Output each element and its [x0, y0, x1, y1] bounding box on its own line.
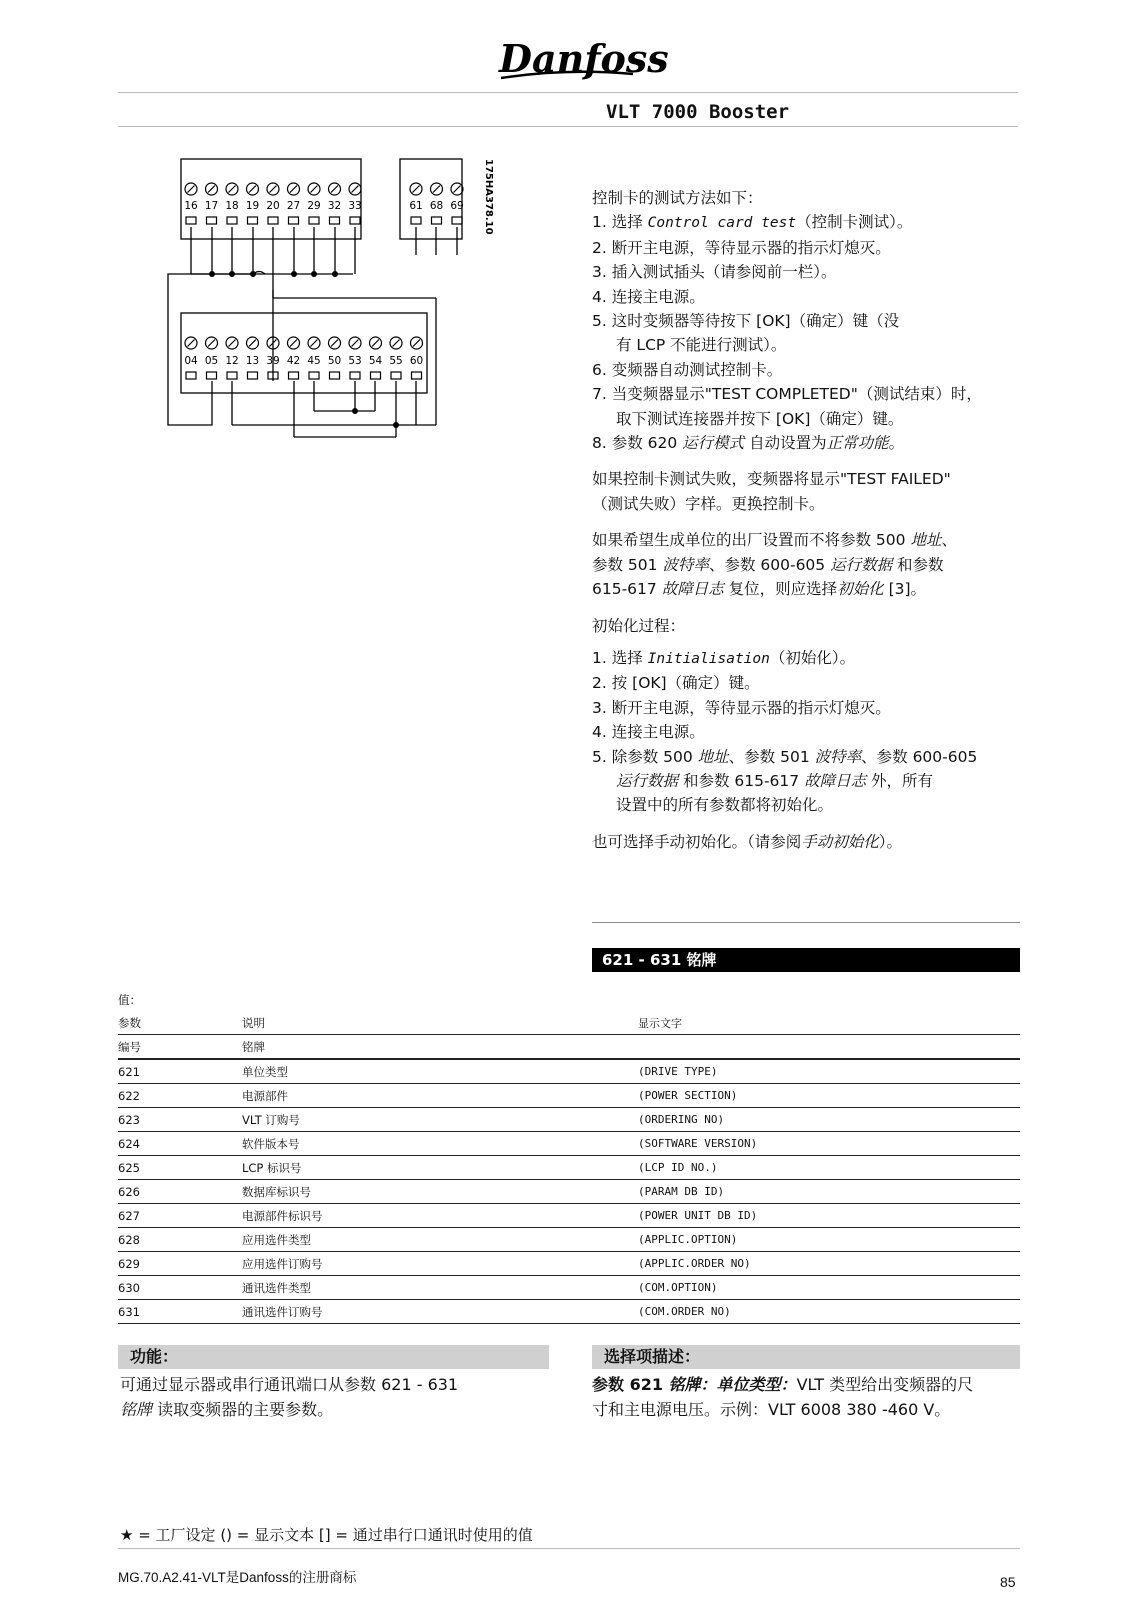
- diagram-label: 175HA378.10: [483, 159, 494, 235]
- test-plug-wiring-diagram: [160, 155, 494, 455]
- terminal-label: 33: [348, 200, 362, 212]
- terminal-label: 39: [266, 355, 280, 367]
- init-step-5: 5. 除参数 500 地址、参数 501 波特率、参数 600-605: [592, 747, 978, 766]
- param-description: 单位类型: [242, 1059, 638, 1084]
- function-line-1: 可通过显示器或串行通讯端口从参数 621 - 631: [120, 1375, 459, 1394]
- param-number: 628: [118, 1228, 242, 1252]
- display-text: (LCP ID NO.): [638, 1156, 1020, 1180]
- junction-dots: [209, 271, 399, 428]
- terminal-label: 68: [429, 200, 444, 212]
- param-description: LCP 标识号: [242, 1156, 638, 1180]
- param-number: 621: [118, 1059, 242, 1084]
- table-row: [118, 1108, 1020, 1132]
- page-number: 85: [1000, 1574, 1016, 1590]
- table-header: 说明: [242, 1011, 638, 1035]
- table-row: [118, 1204, 1020, 1228]
- terminal-clamp: [248, 372, 258, 379]
- param-number: 623: [118, 1108, 242, 1132]
- display-text: (POWER UNIT DB ID): [638, 1204, 1020, 1228]
- display-text: (COM.OPTION): [638, 1276, 1020, 1300]
- failure-line-1: 如果控制卡测试失败，变频器将显示"TEST FAILED": [592, 470, 951, 489]
- terminal-label: 20: [266, 200, 280, 212]
- factory-line-3: 615-617 故障日志 复位，则应选择初始化 [3]。: [592, 580, 927, 599]
- table-row: [118, 1156, 1020, 1180]
- terminal-label: 04: [184, 355, 198, 367]
- document-title: VLT 7000 Booster: [606, 101, 790, 123]
- table-row: [118, 1252, 1020, 1276]
- terminal-clamp: [309, 217, 319, 224]
- terminal-clamp: [289, 372, 299, 379]
- options-header: 选择项描述：: [592, 1345, 1020, 1369]
- table-row: [118, 1228, 1020, 1252]
- param-description: 应用选件订购号: [242, 1252, 638, 1276]
- test-step-8: 8. 参数 620 运行模式 自动设置为正常功能。: [592, 434, 905, 453]
- display-text: (APPLIC.ORDER NO): [638, 1252, 1020, 1276]
- failure-line-2: （测试失败）字样。更换控制卡。: [592, 494, 825, 513]
- param-description: 数据库标识号: [242, 1180, 638, 1204]
- footer-rule: [118, 1548, 1020, 1549]
- value-label: 值：: [118, 992, 141, 1007]
- table-header: 参数: [118, 1011, 242, 1035]
- terminal-label: 50: [327, 355, 342, 367]
- param-description: 电源部件标识号: [242, 1204, 638, 1228]
- terminal-label: 61: [409, 200, 423, 212]
- display-text: (ORDERING NO): [638, 1108, 1020, 1132]
- param-description: 通讯选件类型: [242, 1276, 638, 1300]
- terminal-label: 32: [327, 200, 342, 212]
- factory-line-1: 如果希望生成单位的出厂设置而不将参数 500 地址、: [592, 531, 957, 550]
- test-step-7: 7. 当变频器显示"TEST COMPLETED"（测试结束）时，: [592, 385, 982, 404]
- table-row: [118, 1276, 1020, 1300]
- options-text: [592, 1372, 1022, 1422]
- terminal-clamp: [227, 372, 237, 379]
- terminal-label: 27: [286, 200, 301, 212]
- test-step-1: 1. 选择 Control card test（控制卡测试）。: [592, 213, 913, 232]
- table-subheader: 编号: [118, 1035, 242, 1060]
- test-step-4: 4. 连接主电源。: [592, 287, 705, 306]
- param-description: 应用选件类型: [242, 1228, 638, 1252]
- param-description: VLT 订购号: [242, 1108, 638, 1132]
- terminal-clamp: [330, 217, 340, 224]
- header-rule-bottom: [118, 126, 1018, 127]
- factory-line-2: 参数 501 波特率、参数 600-605 运行数据 和参数: [592, 555, 944, 574]
- init-step-5-cont: 运行数据 和参数 615-617 故障日志 外，所有: [616, 771, 934, 790]
- terminal-clamp: [350, 217, 360, 224]
- terminal-label: 45: [307, 355, 321, 367]
- terminal-label: 42: [286, 355, 301, 367]
- terminal-label: 53: [348, 355, 362, 367]
- table-row: [118, 1132, 1020, 1156]
- options-line-1: 参数 621 铭牌：单位类型：VLT 类型给出变频器的尺: [592, 1375, 974, 1394]
- terminal-clamp: [268, 217, 278, 224]
- test-step-3: 3. 插入测试插头（请参阅前一栏）。: [592, 263, 837, 282]
- table-row: [118, 1300, 1020, 1324]
- param-number: 626: [118, 1180, 242, 1204]
- init-step-5-cont2: 设置中的所有参数都将初始化。: [616, 796, 834, 815]
- terminal-label: 60: [409, 355, 424, 367]
- section-rule: [592, 922, 1020, 923]
- display-text: (PARAM DB ID): [638, 1180, 1020, 1204]
- init-intro: 初始化过程：: [592, 616, 686, 635]
- table-row: [118, 1059, 1020, 1084]
- param-number: 622: [118, 1084, 242, 1108]
- test-step-2: 2. 断开主电源，等待显示器的指示灯熄灭。: [592, 238, 891, 257]
- terminal-label: 19: [245, 200, 260, 212]
- init-step-2: 2. 按 [OK]（确定）键。: [592, 674, 760, 693]
- terminal-clamp: [350, 372, 360, 379]
- param-description: 软件版本号: [242, 1132, 638, 1156]
- terminal-clamp: [309, 372, 319, 379]
- terminal-clamp: [186, 372, 196, 379]
- init-step-1: 1. 选择 Initialisation（初始化）。: [592, 648, 856, 667]
- init-step-3: 3. 断开主电源，等待显示器的指示灯熄灭。: [592, 698, 891, 717]
- terminal-label: 12: [225, 355, 239, 367]
- terminal-clamp: [227, 217, 237, 224]
- test-intro: 控制卡的测试方法如下：: [592, 189, 763, 207]
- test-step-5-cont: 有 LCP 不能进行测试）。: [616, 336, 787, 355]
- section-title-bar: 621 - 631 铭牌: [592, 948, 1020, 972]
- terminal-clamp: [371, 372, 381, 379]
- nameplate-table: [118, 988, 1020, 1324]
- terminal-block-top-left: [181, 159, 361, 239]
- terminal-clamp: [452, 217, 462, 224]
- svg-text:Danfoss: Danfoss: [499, 36, 669, 81]
- table-row: [118, 1180, 1020, 1204]
- param-number: 625: [118, 1156, 242, 1180]
- param-description: 通讯选件订购号: [242, 1300, 638, 1324]
- terminal-label: 17: [204, 200, 219, 212]
- manual-init-note: 也可选择手动初始化。（请参阅手动初始化）。: [592, 832, 903, 851]
- test-step-6: 6. 变频器自动测试控制卡。: [592, 360, 783, 379]
- param-number: 631: [118, 1300, 242, 1324]
- header-rule-top: [118, 92, 1018, 93]
- footer-doc-id: MG.70.A2.41-VLT是Danfoss的注册商标: [118, 1570, 357, 1585]
- terminal-clamp: [207, 372, 217, 379]
- terminal-clamp: [411, 217, 421, 224]
- terminal-block-bottom: [181, 313, 427, 393]
- terminal-block-top-right: [400, 159, 462, 239]
- terminal-clamp: [330, 372, 340, 379]
- function-header: 功能：: [118, 1345, 549, 1369]
- terminal-label: 69: [450, 200, 464, 212]
- display-text: (APPLIC.OPTION): [638, 1228, 1020, 1252]
- terminal-label: 55: [389, 355, 403, 367]
- table-subheader: 铭牌: [242, 1035, 638, 1060]
- terminal-label: 54: [368, 355, 383, 367]
- param-description: 电源部件: [242, 1084, 638, 1108]
- function-line-2: 铭牌 读取变频器的主要参数。: [120, 1400, 334, 1419]
- display-text: (DRIVE TYPE): [638, 1059, 1020, 1084]
- init-step-4: 4. 连接主电源。: [592, 723, 705, 742]
- main-text: [592, 186, 1022, 854]
- param-number: 629: [118, 1252, 242, 1276]
- terminal-clamp: [289, 217, 299, 224]
- terminal-clamp: [207, 217, 217, 224]
- terminal-clamp: [186, 217, 196, 224]
- terminal-clamp: [248, 217, 258, 224]
- terminal-label: 29: [307, 200, 321, 212]
- footnote: ★ = 工厂设定 () = 显示文本 [] = 通过串行口通讯时使用的值: [120, 1526, 533, 1544]
- terminal-clamp: [432, 217, 442, 224]
- test-step-7-cont: 取下测试连接器并按下 [OK]（确定）键。: [616, 409, 904, 428]
- wiring-lines: [168, 227, 457, 437]
- test-step-5: 5. 这时变频器等待按下 [OK]（确定）键（没: [592, 312, 900, 331]
- function-text: [120, 1372, 550, 1422]
- param-number: 627: [118, 1204, 242, 1228]
- display-text: (POWER SECTION): [638, 1084, 1020, 1108]
- terminal-clamp: [391, 372, 401, 379]
- terminal-clamp: [412, 372, 422, 379]
- options-line-2: 寸和主电源电压。示例：VLT 6008 380 -460 V。: [592, 1400, 951, 1419]
- terminal-label: 16: [184, 200, 198, 212]
- danfoss-logo: [497, 28, 669, 86]
- terminal-label: 13: [245, 355, 260, 367]
- table-row: [118, 1084, 1020, 1108]
- param-number: 630: [118, 1276, 242, 1300]
- display-text: (SOFTWARE VERSION): [638, 1132, 1020, 1156]
- param-number: 624: [118, 1132, 242, 1156]
- terminal-label: 05: [204, 355, 219, 367]
- display-text: (COM.ORDER NO): [638, 1300, 1020, 1324]
- terminal-label: 18: [225, 200, 239, 212]
- table-header: 显示文字: [638, 1011, 1020, 1035]
